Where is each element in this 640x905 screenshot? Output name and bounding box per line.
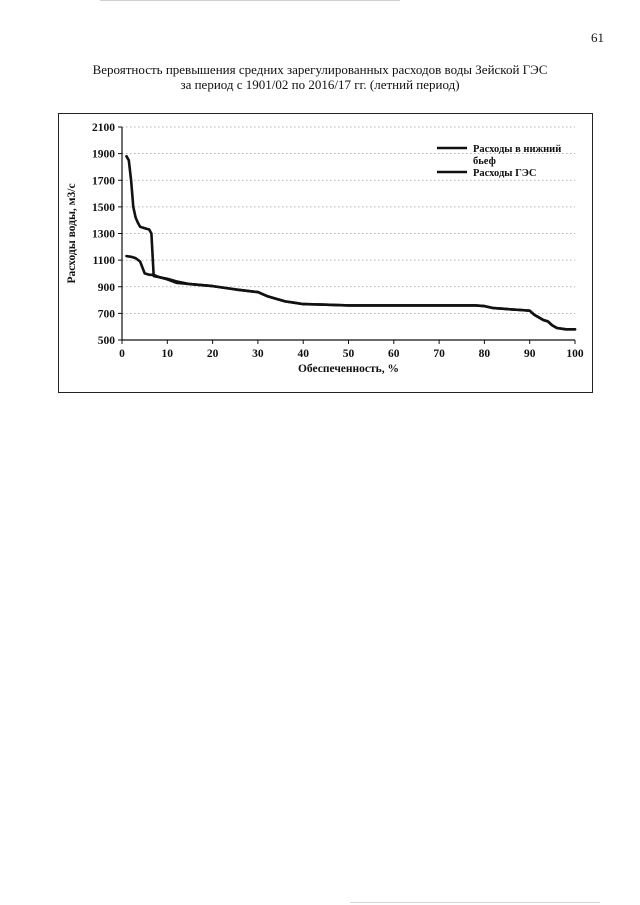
y-tick-label-1100: 1100	[92, 255, 115, 268]
y-tick-label-900: 900	[97, 281, 115, 294]
x-tick-label-30: 30	[252, 348, 264, 360]
y-tick-label-1700: 1700	[92, 175, 115, 188]
legend-label-1-1: Расходы в нижний	[473, 144, 562, 155]
chart-title-line-1: Вероятность превышения средних зарегулированных расходов воды Зейской ГЭС	[92, 62, 548, 77]
y-axis-label: Расходы воды, м3/с	[66, 183, 78, 284]
x-tick-label-90: 90	[523, 348, 536, 360]
exceedance-chart	[59, 114, 592, 392]
x-tick-label-20: 20	[206, 348, 219, 360]
x-tick-label-70: 70	[433, 348, 445, 360]
legend-label-2-1: Расходы ГЭС	[473, 168, 537, 179]
page-number: 61	[591, 30, 604, 45]
series-line-2	[127, 256, 576, 329]
chart-frame	[58, 113, 593, 393]
top-edge-line	[100, 0, 400, 1]
x-tick-label-40: 40	[297, 348, 309, 360]
y-tick-label-2100: 2100	[92, 122, 115, 134]
x-axis-label: Обеспеченность, %	[297, 363, 400, 375]
bottom-edge-line	[350, 902, 600, 903]
x-tick-label-60: 60	[388, 348, 400, 360]
x-tick-label-10: 10	[161, 348, 174, 360]
y-tick-label-1900: 1900	[92, 148, 115, 161]
y-tick-label-700: 700	[97, 308, 115, 321]
legend-label-1-2: бьеф	[473, 156, 496, 167]
x-tick-label-50: 50	[342, 348, 355, 360]
y-tick-label-500: 500	[97, 335, 115, 347]
x-tick-label-100: 100	[566, 348, 584, 360]
y-tick-label-1500: 1500	[92, 201, 115, 214]
chart-title-line-2: за период с 1901/02 по 2016/17 гг. (летний период)	[180, 77, 460, 92]
series-line-1	[127, 156, 576, 329]
y-tick-label-1300: 1300	[92, 228, 115, 241]
x-tick-label-80: 80	[478, 348, 491, 360]
x-tick-label-0: 0	[119, 348, 125, 360]
